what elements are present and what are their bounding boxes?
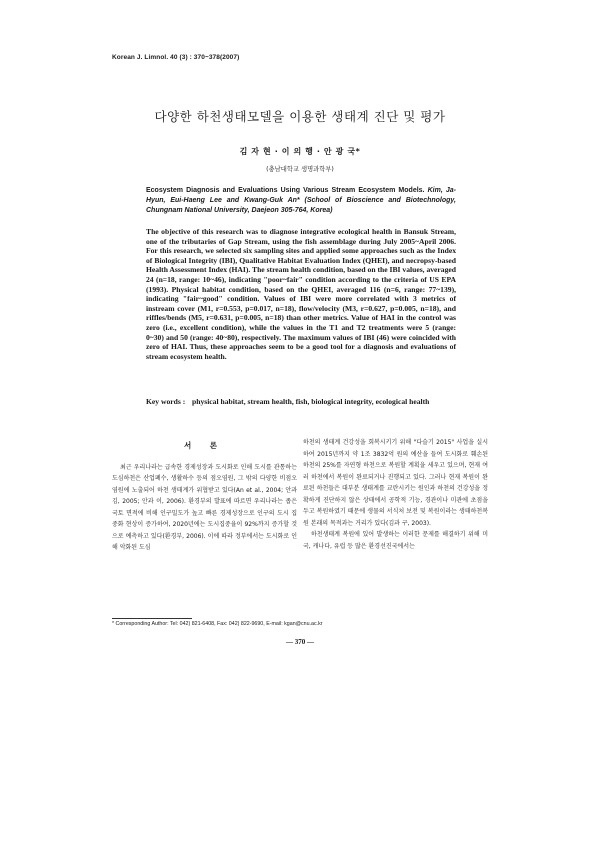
footnote-divider	[112, 618, 192, 619]
body-paragraph: 하천의 생태계 건강성을 회복시키기 위해 "다슬기 2015" 사업을 실시하여 2015년까지 약 1조 3832억 원의 예산을 들여 도시화로 훼손된 하천의 25%를 자연형 하천으로 복원할 계획을 세우고 있으며, 현재 여러 하천에서 복원이 완료되거나 진행되고 있다. 그러나 현재 복원이 완료된 하천들은 대부분 생태계를 교란시키는 원인과 하천의 건강성을 정확하게 진단하지 않은 상태에서 공학적 기능, 경관이나 미관에 초점을 두고 복원하였기 때문에 생물의 서식처 보전 및 복원이라는 생태하천복원 본래의 목적과는 거리가 있다(김과 구, 2003).	[303, 439, 488, 527]
korean-authors: 김 자 현 · 이 의 행 · 안 광 국*	[239, 147, 361, 156]
body-column-right	[303, 437, 488, 552]
english-title: Ecosystem Diagnosis and Evaluations Using Various Stream Ecosystem Models.	[146, 187, 425, 194]
keywords	[146, 397, 456, 407]
korean-title: 다양한 하천생태모델을 이용한 생태계 진단 및 평가	[154, 109, 446, 124]
page-number: — 370 —	[286, 638, 314, 646]
body-paragraph: 최근 우리나라는 급속한 경제성장과 도시화로 인해 도시를 관통하는 도심하천은 산업폐수, 생활하수 등의 점오염원, 그 밖의 다양한 비점오염원에 노출되어 하천 생태계가 위협받고 있다(An et al., 2004; 안과 김, 2005; 안과 이, 2006). 환경부의 발표에 따르면 우리나라는 좁은 국토 면적에 비해 인구밀도가 높고 빠른 경제성장으로 인구의 도시 집중화 현상이 증가하여, 2020년에는 도시집중율이 92%까지 증가할 것으로 예측하고 있다(환경부, 2006). 이에 따라 정부에서는 도시화로 인해 악화된 도심	[112, 463, 297, 551]
journal-reference: Korean J. Limnol. 40 (3) : 370~378(2007)	[112, 54, 240, 61]
footnote-corresponding-author: * Corresponding Author: Tel: 042) 821-6408, Fax: 042) 822-9690, E-mail: kgan@cnu.ac.kr	[112, 621, 323, 627]
english-title-block	[146, 186, 456, 216]
korean-affiliation: (충남대학교 생명과학부)	[266, 166, 334, 173]
abstract: The objective of this research was to diagnose integrative ecological health in Bansuk Stream, one of the tributaries of Gap Stream, using the fish assemblage during July 2005~April 2006. For this research, we selected six sampling sites and applied some approaches such as the Index of Biological Integrity (IBI), Qualitative Habitat Evaluation Index (QHEI), and necropsy-based Health Assessment Index (HAI). The stream health condition, based on the IBI values, averaged 24 (n=18, range: 10~46), indicating "poor~fair" condition according to the criteria of US EPA (1993). Physical habitat condition, based on the QHEI, averaged 116 (n=6, range: 77~139), indicating "fair~good" condition. Values of IBI were more correlated with 3 metrics of instream cover (M1, r=0.553, p=0.017, n=18), flow/velocity (M3, r=0.627, p=0.005, n=18), and riffles/bends (M5, r=0.631, p=0.005, n=18) than other metrics. Value of HAI in the control was zero (i.e., excellent condition), while the values in the T1 and T2 treatments were 5 (range: 0~30) and 50 (range: 40~80), respectively. The maximum values of IBI (46) were coincided with zero of HAI. Thus, these approaches seem to be a good tool for a diagnosis and evaluations of stream ecosystem health.	[146, 227, 456, 361]
body-column-left	[112, 440, 297, 554]
body-paragraph: 하천생태계 복원에 있어 발생하는 이러한 문제를 해결하기 위해 미국, 캐나다, 유럽 등 많은 환경선진국에서는	[303, 531, 488, 550]
section-heading-introduction: 서 론	[183, 441, 226, 450]
english-authors-affiliation: Kim, Ja-Hyun, Eui-Haeng Lee and Kwang-Guk An* (School of Bioscience and Biotechnology, Chungnam National University, Daejeon 305-764, Korea)	[146, 187, 457, 214]
keywords-label: Key words :	[146, 397, 186, 406]
keywords-text: physical habitat, stream health, fish, biological integrity, ecological health	[192, 397, 430, 406]
